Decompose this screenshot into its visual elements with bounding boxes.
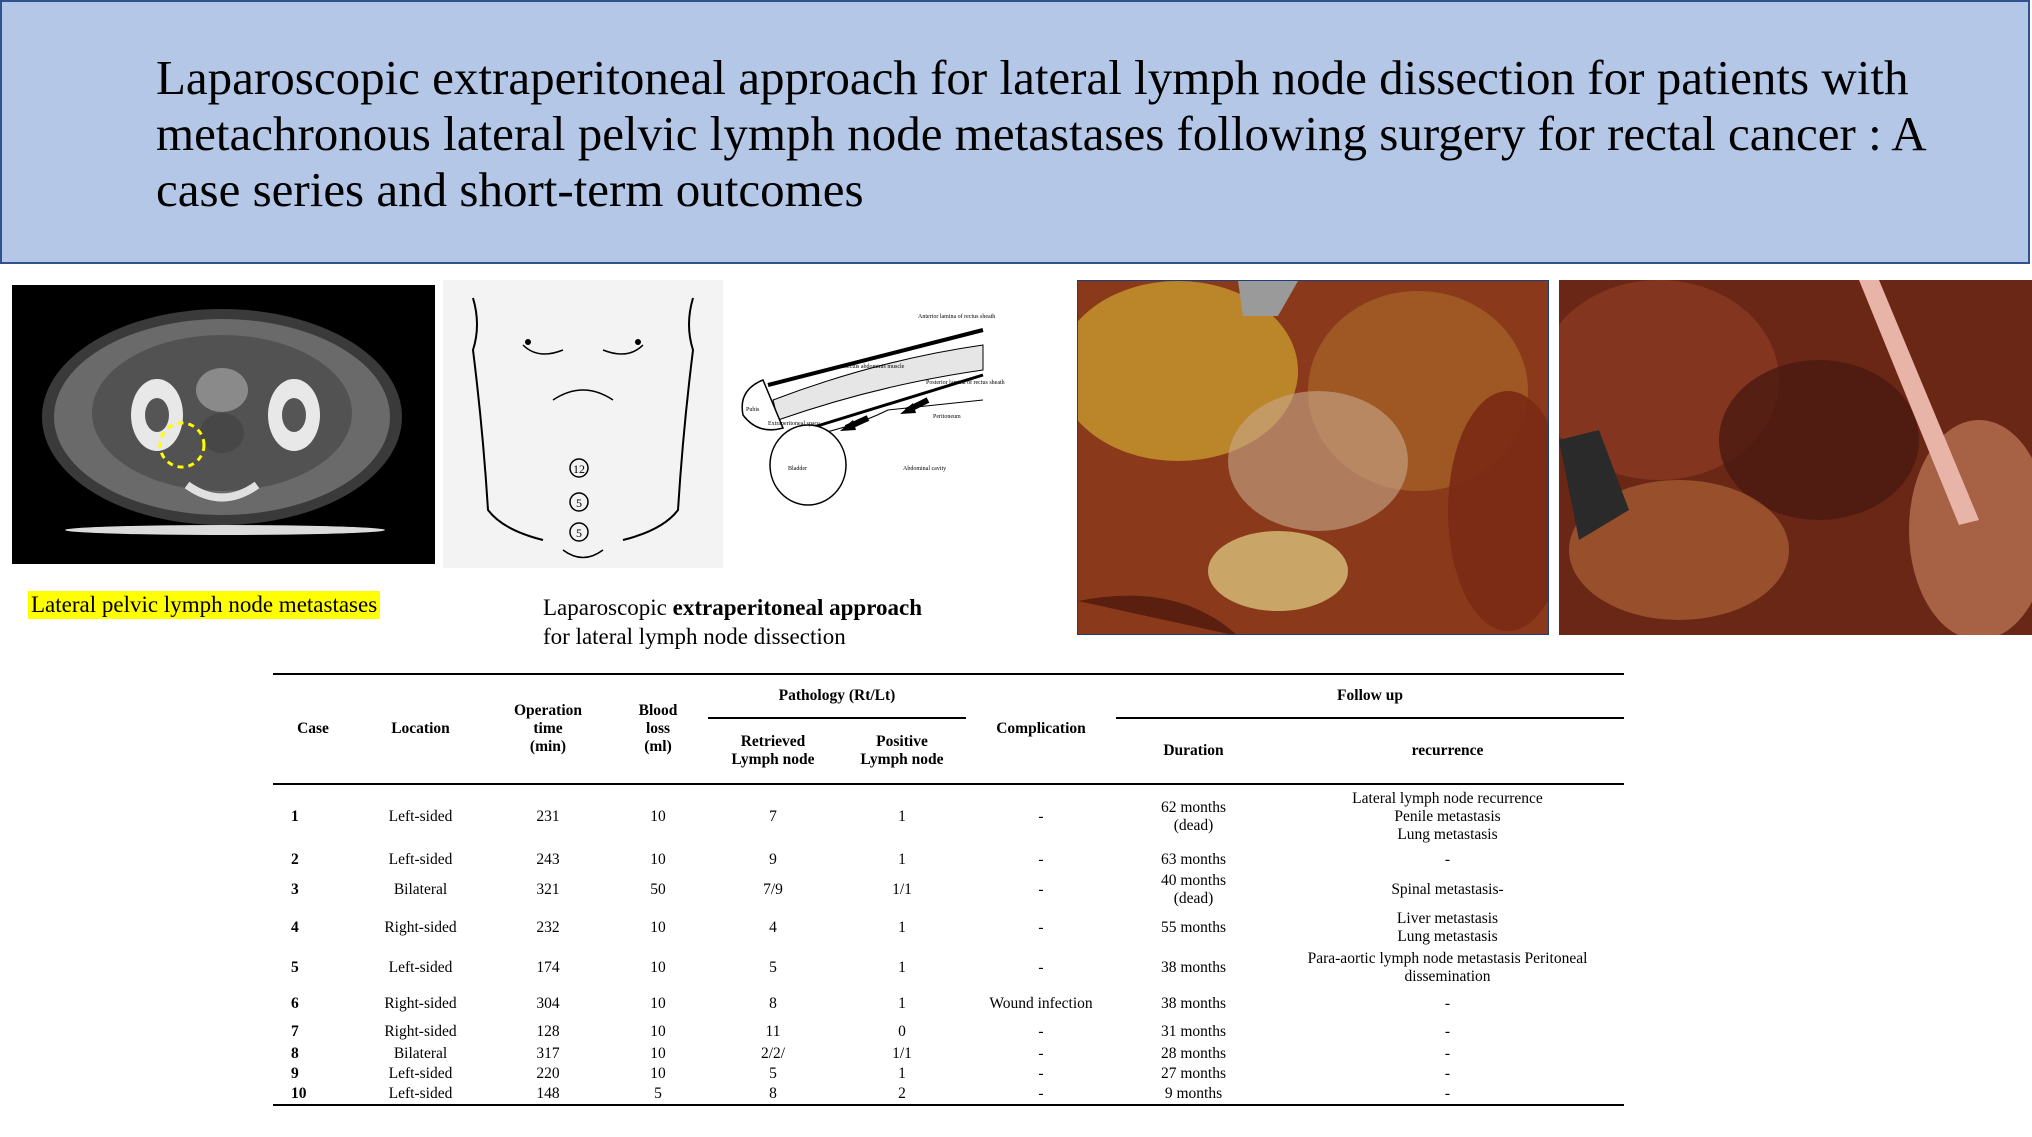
cell-complication: -: [1038, 1023, 1044, 1040]
header-follow-up: Follow up: [1116, 674, 1624, 718]
laparoscopic-photo-1: [1077, 280, 1549, 635]
schema-label-abdominal: Abdominal cavity: [903, 466, 947, 472]
cell-blood-loss: 10: [650, 959, 666, 976]
torso-drawing: [443, 280, 723, 568]
cell-duration: [1116, 1020, 1271, 1044]
header-recurrence: recurrence: [1271, 718, 1624, 784]
photo-1-drawing: [1078, 281, 1549, 635]
cell-recurrence: [1271, 848, 1624, 872]
recurrence-line: -: [1444, 1065, 1451, 1082]
cell-case: 1: [291, 807, 299, 825]
cell-operation-time: 174: [536, 959, 560, 976]
cell-location: Right-sided: [384, 1023, 457, 1040]
recurrence-line: Penile metastasis: [1394, 807, 1501, 825]
cell-case: 3: [291, 881, 299, 898]
cell-recurrence: [1271, 784, 1624, 848]
paper-title: Laparoscopic extraperitoneal approach for lateral lymph node dissection for patients with metachronous lateral pelvic lymph node metastases following surgery for rectal cancer : A case series and short-term outcomes: [156, 50, 1924, 217]
cell-positive: 1: [898, 807, 906, 825]
recurrence-line: -: [1444, 851, 1451, 868]
schema-label-posterior: Posterior lamina of rectus sheath: [926, 380, 1005, 386]
cell-duration: [1116, 988, 1271, 1020]
cell-positive: 2: [898, 1085, 906, 1102]
table-row: [273, 1020, 1624, 1044]
duration-line: 62 months: [1160, 798, 1227, 816]
cell-operation-time: 321: [536, 881, 560, 898]
table-row: [273, 1084, 1624, 1105]
recurrence-line: -: [1444, 1085, 1451, 1102]
cell-case: 8: [291, 1045, 299, 1062]
cell-complication: -: [1038, 919, 1044, 936]
cell-case: 7: [291, 1023, 299, 1040]
port-label-12: 12: [573, 462, 585, 476]
ct-scan-drawing: [12, 285, 435, 564]
cell-retrieved: 4: [769, 919, 777, 936]
approach-caption-prefix: Laparoscopic: [543, 595, 673, 620]
port-label-5b: 5: [576, 526, 582, 540]
cell-complication: -: [1038, 1045, 1044, 1062]
recurrence-line: Lung metastasis: [1397, 928, 1498, 945]
cell-duration: [1116, 1064, 1271, 1084]
cell-complication: Wound infection: [989, 995, 1093, 1012]
recurrence-line: Para-aortic lymph node metastasis Peritoneal: [1307, 950, 1588, 967]
cell-retrieved: 7/9: [763, 881, 783, 898]
cell-operation-time: 231: [536, 807, 560, 825]
cell-blood-loss: 10: [650, 851, 666, 868]
recurrence-line: -: [1444, 1023, 1451, 1040]
cell-positive: 1: [898, 851, 906, 868]
cell-recurrence: [1271, 988, 1624, 1020]
header-pathology: Pathology (Rt/Lt): [708, 674, 966, 718]
table-row: [273, 848, 1624, 872]
photo-2-drawing: [1559, 280, 2032, 635]
cell-location: Left-sided: [388, 807, 453, 825]
laparoscopic-photo-2: [1559, 280, 2032, 635]
recurrence-line: Spinal metastasis-: [1391, 881, 1504, 898]
cell-operation-time: 148: [536, 1085, 560, 1102]
cell-operation-time: 232: [536, 919, 560, 936]
cell-retrieved: 2/2/: [760, 1045, 786, 1062]
cell-complication: -: [1038, 1085, 1044, 1102]
cell-operation-time: 304: [536, 995, 560, 1012]
cell-location: Left-sided: [388, 959, 453, 976]
cell-operation-time: 243: [536, 851, 560, 868]
cell-duration: [1116, 872, 1271, 908]
schema-label-bladder: Bladder: [788, 466, 807, 472]
extraperitoneal-schema: [728, 300, 1058, 530]
table-row: [273, 948, 1624, 988]
cell-operation-time: 220: [536, 1065, 560, 1082]
recurrence-line: dissemination: [1404, 968, 1491, 985]
duration-line: 63 months: [1160, 851, 1227, 868]
cell-positive: 1/1: [892, 1045, 912, 1062]
cell-recurrence: [1271, 1084, 1624, 1105]
cell-retrieved: 5: [769, 959, 777, 976]
cell-positive: 1: [898, 1065, 906, 1082]
recurrence-line: Lateral lymph node recurrence: [1352, 789, 1543, 807]
duration-line: 40 months: [1160, 872, 1227, 889]
recurrence-line: -: [1444, 1045, 1451, 1062]
cell-blood-loss: 10: [650, 807, 666, 825]
schema-drawing: [728, 300, 1058, 530]
cell-positive: 1: [898, 995, 906, 1012]
port-placement-sketch: [443, 280, 723, 568]
cell-duration: [1116, 848, 1271, 872]
cell-positive: 1/1: [892, 881, 912, 898]
cell-duration: [1116, 784, 1271, 848]
cell-complication: -: [1038, 807, 1044, 825]
cell-duration: [1116, 948, 1271, 988]
cell-location: Right-sided: [384, 919, 457, 936]
cell-case: 5: [291, 959, 299, 976]
cell-retrieved: 11: [765, 1023, 781, 1040]
cell-recurrence: [1271, 872, 1624, 908]
cell-retrieved: 7: [769, 807, 777, 825]
table-row: [273, 1044, 1624, 1064]
duration-line: 55 months: [1160, 919, 1227, 936]
duration-line: (dead): [1173, 816, 1214, 834]
cell-blood-loss: 5: [654, 1085, 662, 1102]
cell-duration: [1116, 908, 1271, 948]
cell-recurrence: [1271, 1044, 1624, 1064]
table-row: [273, 872, 1624, 908]
schema-label-pubis: Pubis: [746, 407, 760, 413]
title-banner: [0, 0, 2030, 264]
header-location: Location: [353, 674, 488, 784]
table-row: [273, 1064, 1624, 1084]
cell-positive: 1: [898, 919, 906, 936]
case-series-table: [273, 673, 1624, 1106]
cell-blood-loss: 10: [650, 995, 666, 1012]
cell-complication: -: [1038, 959, 1044, 976]
schema-label-rectus: Rectus abdominis muscle: [843, 364, 905, 370]
table-row: [273, 908, 1624, 948]
ct-caption: Lateral pelvic lymph node metastases: [28, 591, 380, 619]
cell-location: Left-sided: [388, 1085, 453, 1102]
cell-recurrence: [1271, 948, 1624, 988]
cell-case: 10: [291, 1085, 307, 1102]
cell-complication: -: [1038, 1065, 1044, 1082]
cell-retrieved: 9: [769, 851, 777, 868]
duration-line: 28 months: [1160, 1045, 1227, 1062]
cell-blood-loss: 50: [650, 881, 666, 898]
approach-caption-bold: extraperitoneal approach: [672, 595, 922, 620]
recurrence-line: -: [1444, 995, 1451, 1012]
cell-operation-time: 128: [536, 1023, 560, 1040]
cell-recurrence: [1271, 1020, 1624, 1044]
cell-blood-loss: 10: [650, 1065, 666, 1082]
schema-label-anterior: Anterior lamina of rectus sheath: [918, 314, 996, 320]
header-duration: Duration: [1116, 718, 1271, 784]
duration-line: 9 months: [1164, 1085, 1223, 1102]
cell-case: 2: [291, 851, 299, 868]
cell-duration: [1116, 1084, 1271, 1105]
header-case: Case: [273, 674, 353, 784]
cell-complication: -: [1038, 851, 1044, 868]
cell-location: Right-sided: [384, 995, 457, 1012]
cell-recurrence: [1271, 1064, 1624, 1084]
header-positive: Positive Lymph node: [838, 718, 966, 784]
cell-recurrence: [1271, 908, 1624, 948]
approach-caption: [543, 593, 922, 651]
header-complication: Complication: [966, 674, 1116, 784]
duration-line: 31 months: [1160, 1023, 1227, 1040]
cell-blood-loss: 10: [650, 1045, 666, 1062]
cell-positive: 0: [898, 1023, 906, 1040]
cell-duration: [1116, 1044, 1271, 1064]
cell-case: 4: [291, 919, 299, 936]
table-row: [273, 988, 1624, 1020]
duration-line: (dead): [1173, 890, 1214, 907]
cell-location: Bilateral: [393, 1045, 448, 1062]
cell-blood-loss: 10: [650, 1023, 666, 1040]
table-body: [273, 784, 1624, 1105]
cell-location: Left-sided: [388, 1065, 453, 1082]
duration-line: 38 months: [1160, 959, 1227, 976]
recurrence-line: Liver metastasis: [1396, 910, 1499, 927]
recurrence-line: Lung metastasis: [1397, 825, 1498, 843]
duration-line: 38 months: [1160, 995, 1227, 1012]
ct-scan-image: [12, 285, 435, 564]
cell-case: 6: [291, 995, 299, 1012]
cell-retrieved: 5: [769, 1065, 777, 1082]
cell-complication: -: [1038, 881, 1044, 898]
header-operation-time: Operation time (min): [488, 674, 608, 784]
table-row: [273, 784, 1624, 848]
cell-location: Bilateral: [393, 881, 448, 898]
header-blood-loss: Blood loss (ml): [608, 674, 708, 784]
schema-label-peritoneum: Peritoneum: [933, 414, 961, 420]
approach-caption-suffix: for lateral lymph node dissection: [543, 624, 846, 649]
cell-location: Left-sided: [388, 851, 453, 868]
port-label-5a: 5: [576, 496, 582, 510]
duration-line: 27 months: [1160, 1065, 1227, 1082]
cell-case: 9: [291, 1065, 299, 1082]
cell-blood-loss: 10: [650, 919, 666, 936]
cell-retrieved: 8: [769, 1085, 777, 1102]
schema-label-extraperitoneal: Extraperitoneal space: [768, 421, 820, 427]
cell-positive: 1: [898, 959, 906, 976]
header-retrieved: Retrieved Lymph node: [708, 718, 838, 784]
cell-operation-time: 317: [536, 1045, 560, 1062]
cell-retrieved: 8: [769, 995, 777, 1012]
